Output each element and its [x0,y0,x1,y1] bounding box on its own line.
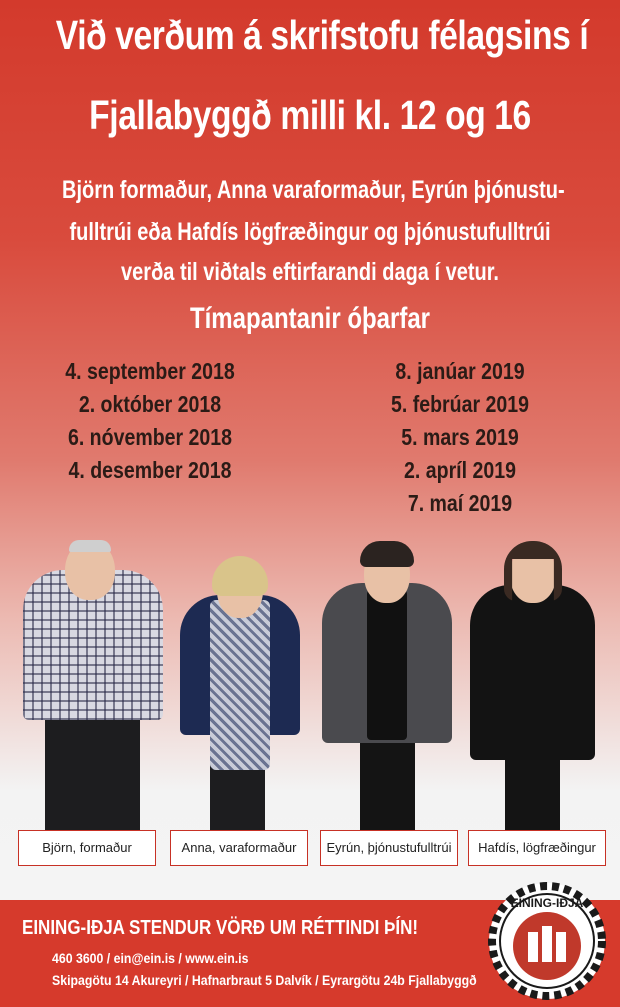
footer-addresses: Skipagötu 14 Akureyri / Hafnarbraut 5 Dalvík / Eyrargötu 24b Fjallabyggð [52,972,477,988]
date-item: 4. desember 2018 [68,457,232,483]
date-item: 2. október 2018 [78,391,222,417]
headline-line-2: Fjallabyggð milli kl. 12 og 16 [89,92,531,138]
headline-line-1: Við verðum á skrifstofu félagsins í [55,12,589,58]
photo-person-anna [180,560,300,830]
subheading: Tímapantanir óþarfar [189,302,431,335]
date-item: 7. maí 2019 [407,490,513,516]
intro-line-1: Björn formaður, Anna varaformaður, Eyrún þjónustu- [62,176,565,204]
logo-text: EINING-IÐJA [510,896,584,910]
intro-line-3: verða til viðtals eftirfarandi daga í vetur. [121,258,499,286]
photo-person-hafdis [470,545,595,830]
dates-2019-list [345,356,575,521]
date-item: 6. nóvember 2018 [67,424,233,450]
date-item: 5. mars 2019 [401,424,519,450]
date-item: 2. apríl 2019 [404,457,516,483]
footer-slogan: EINING-IÐJA STENDUR VÖRÐ UM RÉTTINDI ÞÍN! [22,917,419,939]
date-item: 8. janúar 2019 [395,358,525,384]
date-item: 4. september 2018 [65,358,235,384]
caption-anna: Anna, varaformaður [170,830,308,866]
footer-contact-info: 460 3600 / ein@ein.is / www.ein.is [52,950,249,966]
intro-line-2: fulltrúi eða Hafdís lögfræðingur og þjónustufulltrúi [69,218,551,246]
date-item: 5. febrúar 2019 [390,391,530,417]
eining-idja-logo [486,880,608,1002]
caption-eyrun: Eyrún, þjónustufulltrúi [320,830,458,866]
photo-person-eyrun [322,545,452,830]
caption-hafdis: Hafdís, lögfræðingur [468,830,606,866]
photo-person-bjorn [15,540,165,830]
dates-2018-list [35,356,265,488]
caption-bjorn: Björn, formaður [18,830,156,866]
